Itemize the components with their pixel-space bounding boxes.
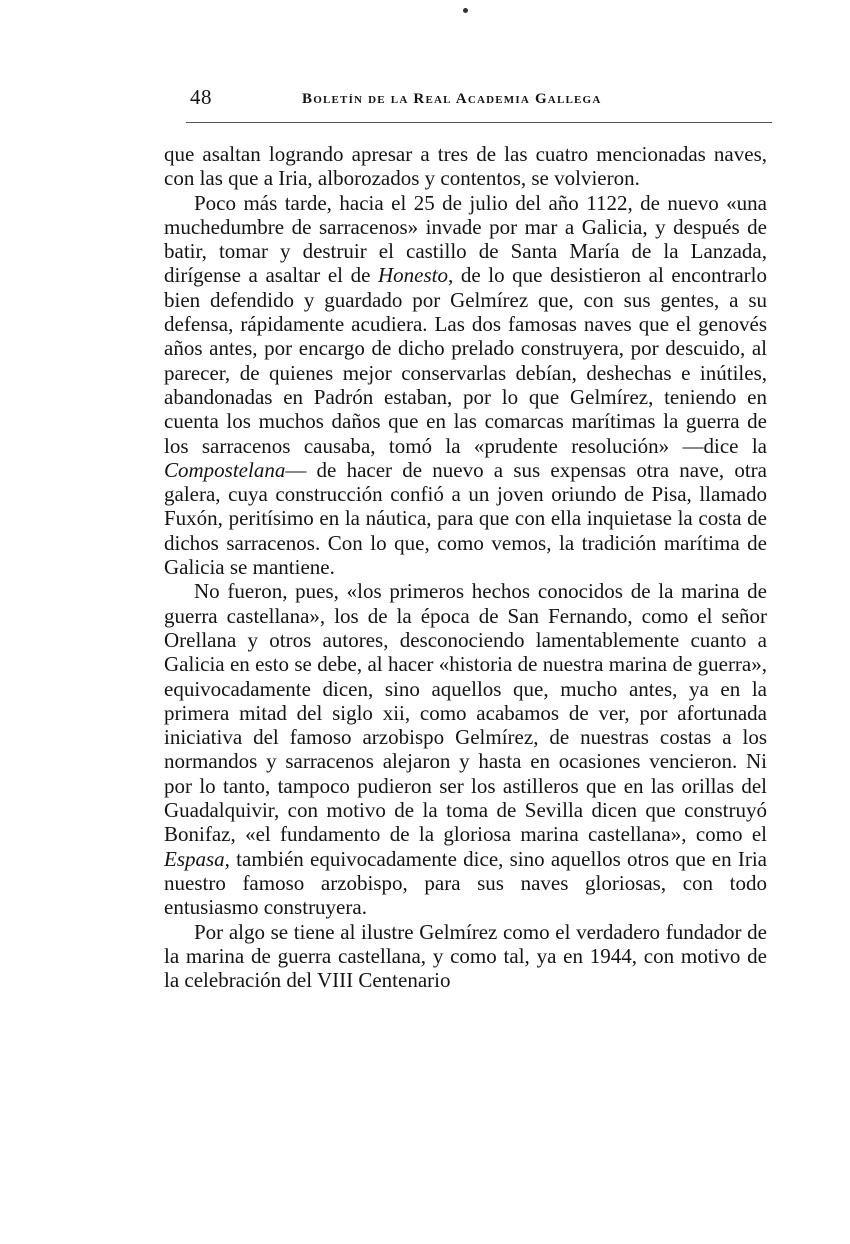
italic-honesto: Honesto, <box>378 263 454 288</box>
paragraph-2-text-b: de lo que desistieron al encontrarlo bien defendido y guardado por Gelmírez que, con sus gentes, a su defensa, rápidamente acudiera. Las dos famosas naves que el genovés años antes, por encargo de dicho prelado construyera, por descuido, al parecer, de quienes mejor conservarlas debían, deshechas e inútiles, abandonadas en Padrón estaban, por lo que Gelmírez, teniendo en cuenta los muchos daños que en las comarcas marítimas la guerra de los sarracenos causaba, tomó la «prudente resolución» —dice la <box>164 263 767 458</box>
paragraph-4 <box>164 920 767 993</box>
paragraph-2 <box>164 191 767 580</box>
paragraph-3 <box>164 579 767 919</box>
italic-espasa: Espasa, <box>164 846 230 871</box>
paragraph-3-text-b: también equivocadamente dice, sino aquellos otros que en Iria nuestro famoso arzobispo, para sus naves gloriosas, con todo entusiasmo construyera. <box>164 846 767 920</box>
page-header <box>190 84 772 114</box>
header-rule <box>186 122 772 123</box>
print-speck <box>463 8 468 13</box>
paragraph-2-text-a: Poco más tarde, hacia el 25 de julio del año 1122, de nuevo «una muchedumbre de sarracenos» invade por mar a Galicia, y después de batir, tomar y destruir el castillo de Santa María de la Lanzada, dirígense a asaltar el de <box>164 190 767 288</box>
running-title: Boletín de la Real Academia Gallega <box>302 91 602 107</box>
paragraph-1 <box>164 142 767 191</box>
paragraph-3-text-a: No fueron, pues, «los primeros hechos conocidos de la marina de guerra castellana», los de la época de San Fernando, como el señor Orellana y otros autores, desconociendo lamentablemente cuanto a Galicia en esto se debe, al hacer «historia de nuestra marina de guerra», equivocadamente dicen, sino aquellos que, mucho antes, ya en la primera mitad del siglo xii, como acabamos de ver, por afortunada iniciativa del famoso arzobispo Gelmírez, de nuestras costas a los normandos y sarracenos alejaron y hasta en ocasiones vencieron. Ni por lo tanto, tampoco pudieron ser los astilleros que en las orillas del Guadalquivir, con motivo de la toma de Sevilla dicen que construyó Bonifaz, «el fundamento de la gloriosa marina castellana», como el <box>164 579 767 847</box>
paragraph-1-text: que asaltan logrando apresar a tres de las cuatro mencionadas naves, con las que a Iria, alborozados y contentos, se volvieron. <box>164 142 767 191</box>
italic-compostelana: Compostelana <box>164 457 286 482</box>
paragraph-4-text: Por algo se tiene al ilustre Gelmírez como el verdadero fundador de la marina de guerra castellana, y como tal, ya en 1944, con motivo de la celebración del VIII Centenario <box>164 919 767 993</box>
paragraph-2-text-c: — de hacer de nuevo a sus expensas otra nave, otra galera, cuya construcción confió a un joven oriundo de Pisa, llamado Fuxón, peritísimo en la náutica, para que con ella inquietase la costa de dichos sarracenos. Con lo que, como vemos, la tradición marítima de Galicia se mantiene. <box>164 457 767 580</box>
page-number: 48 <box>190 85 212 109</box>
body-text <box>164 142 767 992</box>
